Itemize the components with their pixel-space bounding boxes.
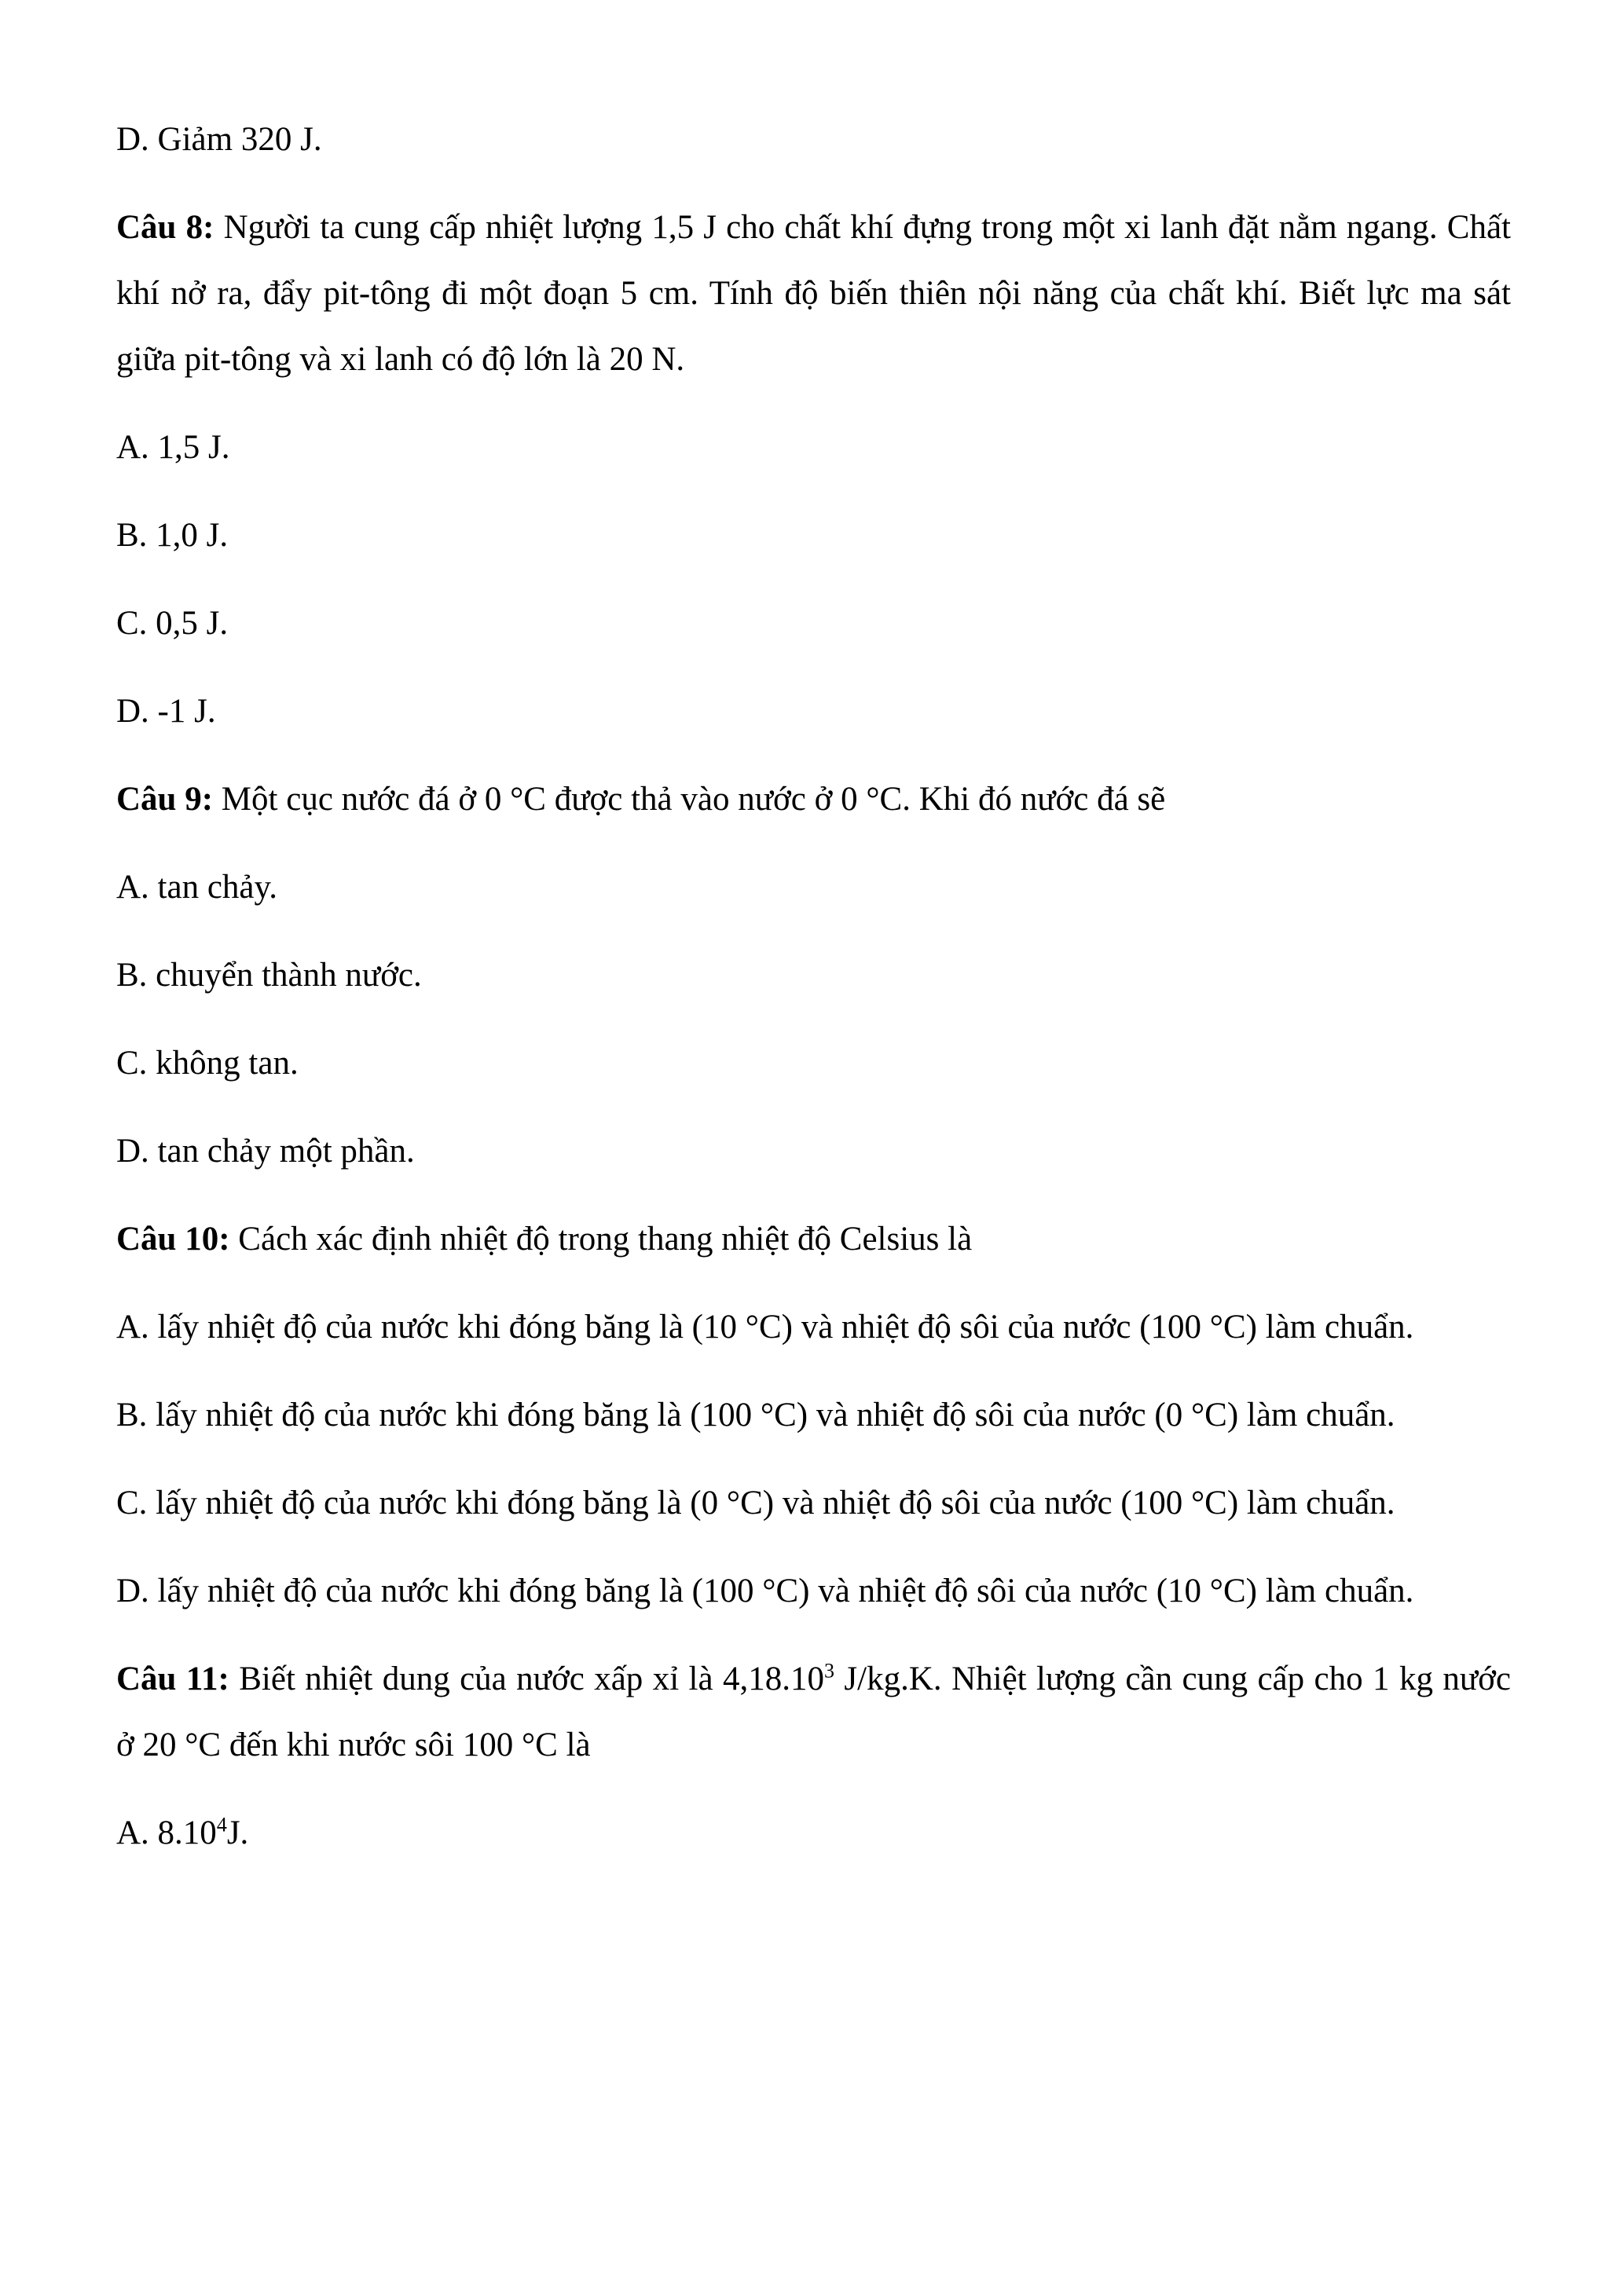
question-9-option-c: C. không tan. [116,1045,299,1082]
question-8-option-c: C. 0,5 J. [116,605,229,642]
question-9-label: Câu 9: [116,781,214,818]
question-9-option-d: D. tan chảy một phần. [116,1133,415,1170]
question-11-option-a-before: A. 8.10 [116,1814,217,1851]
question-10-option-c: C. lấy nhiệt độ của nước khi đóng băng là (0 °C) và nhiệt độ sôi của nước (100 °C) làm chuẩn. [116,1485,1395,1522]
question-9-text: Một cục nước đá ở 0 °C được thả vào nước ở 0 °C. Khi đó nước đá sẽ [213,781,1166,818]
question-9-option-a: A. tan chảy. [116,869,277,906]
question-11-option-a-after: J. [226,1814,249,1851]
question-11-exponent: 3 [824,1659,835,1683]
question-8-text: Người ta cung cấp nhiệt lượng 1,5 J cho chất khí đựng trong một xi lanh đặt nằm ngang. Chất khí nở ra, đẩy pit-tông đi một đoạn 5 cm. Tính độ biến thiên nội năng của chất khí. Biết lực ma sát giữa pit-tông và xi lanh có độ lớn là 20 N. [116,209,1511,378]
question-9-option-b: B. chuyển thành nước. [116,957,422,994]
question-11 [116,1646,1511,1778]
question-11-text-before: Biết nhiệt dung của nước xấp xỉ là 4,18.10 [229,1661,825,1697]
question-10-label: Câu 10: [116,1221,230,1258]
question-8-option-b: B. 1,0 J. [116,517,229,554]
question-10-option-b: B. lấy nhiệt độ của nước khi đóng băng là (100 °C) và nhiệt độ sôi của nước (0 °C) làm chuẩn. [116,1397,1395,1434]
question-8-option-d: D. -1 J. [116,693,216,730]
document-page [116,0,1511,1866]
question-10-text: Cách xác định nhiệt độ trong thang nhiệt độ Celsius là [229,1221,973,1258]
question-11-text-after: J/kg.K. Nhiệt lượng cần cung cấp cho 1 kg nước ở 20 °C đến khi nước sôi 100 °C là [116,1661,1511,1763]
question-11-option-a [116,1800,1511,1866]
question-8-label: Câu 8: [116,209,214,246]
question-9 [116,767,1511,833]
question-10 [116,1207,1511,1273]
question-11-option-a-exponent: 4 [216,1813,227,1836]
question-8 [116,195,1511,393]
previous-question-option-d: D. Giảm 320 J. [116,121,322,158]
question-8-option-a: A. 1,5 J. [116,429,230,466]
question-10-option-d: D. lấy nhiệt độ của nước khi đóng băng là (100 °C) và nhiệt độ sôi của nước (10 °C) làm chuẩn. [116,1573,1414,1609]
question-11-label: Câu 11: [116,1661,229,1697]
question-10-option-a: A. lấy nhiệt độ của nước khi đóng băng là (10 °C) và nhiệt độ sôi của nước (100 °C) làm chuẩn. [116,1309,1414,1346]
